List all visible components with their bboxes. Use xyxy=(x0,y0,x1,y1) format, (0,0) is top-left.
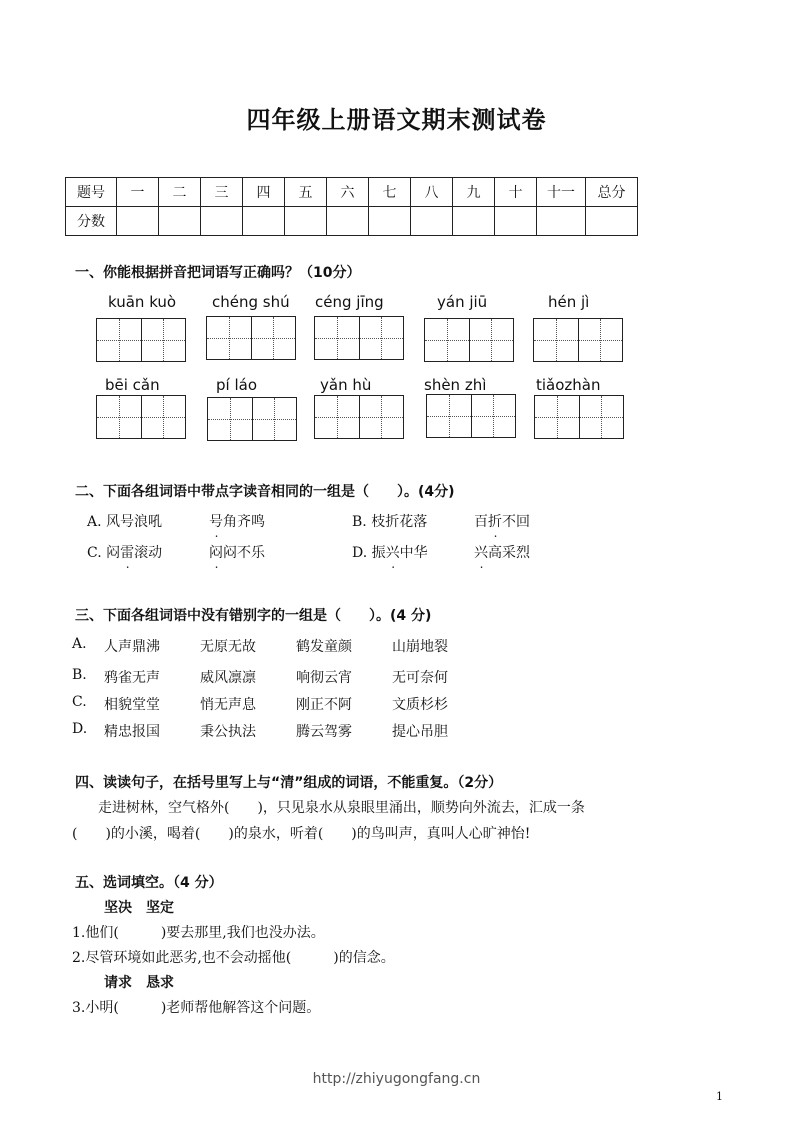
word-part: 角齐鸣 xyxy=(223,514,265,530)
pinyin-label: yǎn hù xyxy=(320,376,372,394)
q3-word: 无原无故 xyxy=(200,639,256,655)
q3-word: 威风凛凛 xyxy=(200,670,256,686)
score-cell: 一 xyxy=(117,178,159,207)
pinyin-label: bēi cǎn xyxy=(105,376,160,394)
option-label: A. xyxy=(87,514,102,530)
writing-grid xyxy=(424,318,514,362)
score-row-label: 分数 xyxy=(66,207,117,236)
pinyin-label: yán jiū xyxy=(437,293,488,311)
q4-sentence-line2: ( )的小溪，喝着( )的泉水，听着( )的鸟叫声，真叫人心旷神怡! xyxy=(72,826,531,842)
q3-option-label: A. xyxy=(72,636,87,652)
score-cell: 四 xyxy=(243,178,285,207)
score-cell: 题号 xyxy=(66,178,117,207)
q5-sentence-3: 3.小明( )老师帮他解答这个问题。 xyxy=(72,1000,321,1016)
word-part: 闷不乐 xyxy=(223,545,265,561)
score-table-score-row xyxy=(66,207,638,236)
score-cell: 五 xyxy=(285,178,327,207)
q2-option-a xyxy=(87,511,162,531)
score-cell: 九 xyxy=(453,178,495,207)
q5-word-choices-1: 坚决 坚定 xyxy=(104,900,174,916)
q2-heading: 二、下面各组词语中带点字读音相同的一组是（ ）。(4分) xyxy=(75,484,455,500)
writing-grid xyxy=(314,395,404,439)
q3-heading: 三、下面各组词语中没有错别字的一组是（ ）。(4 分) xyxy=(75,608,432,624)
score-input-cell xyxy=(243,207,285,236)
q3-word: 精忠报国 xyxy=(104,724,160,740)
score-cell: 七 xyxy=(369,178,411,207)
writing-grid xyxy=(207,397,297,441)
word-part: 滚动 xyxy=(134,545,163,561)
writing-grid xyxy=(206,316,296,360)
q4-sentence-line1: 走进树林，空气格外( )，只见泉水从泉眼里涌出，顺势向外流去，汇成一条 xyxy=(98,800,585,816)
pinyin-label: shèn zhì xyxy=(424,376,487,394)
score-input-cell xyxy=(327,207,369,236)
q2-option-d xyxy=(352,542,428,562)
page-title: 四年级上册语文期末测试卷 xyxy=(246,105,547,134)
score-input-cell xyxy=(369,207,411,236)
q3-word: 鹤发童颜 xyxy=(296,639,352,655)
writing-grid xyxy=(533,318,623,362)
page-number: 1 xyxy=(716,1090,723,1103)
q3-word: 鸦雀无声 xyxy=(104,670,160,686)
word-part: 中华 xyxy=(399,545,428,561)
q3-word: 山崩地裂 xyxy=(392,639,448,655)
score-table-header-row xyxy=(66,178,638,207)
dotted-char: 闷 xyxy=(209,545,223,561)
writing-grid xyxy=(426,394,516,438)
q5-sentence-1: 1.他们( )要去那里,我们也没办法。 xyxy=(72,925,325,941)
score-cell: 六 xyxy=(327,178,369,207)
word-part: 高采烈 xyxy=(488,545,530,561)
option-label: D. xyxy=(352,545,368,561)
q5-word-choices-2: 请求 恳求 xyxy=(104,975,174,991)
writing-grid xyxy=(96,395,186,439)
q2-option-a-word2 xyxy=(209,511,265,531)
option-word: 风号浪吼 xyxy=(106,514,163,530)
q2-option-c-word2 xyxy=(209,542,265,562)
word-part: 不回 xyxy=(502,514,530,530)
score-input-cell xyxy=(411,207,453,236)
score-input-cell xyxy=(495,207,537,236)
option-word: 枝折花落 xyxy=(371,514,428,530)
dotted-char: 号 xyxy=(209,514,223,530)
score-cell: 八 xyxy=(411,178,453,207)
pinyin-label: chéng shú xyxy=(212,293,290,311)
q3-word: 无可奈何 xyxy=(392,670,448,686)
footer-url: http://zhiyugongfang.cn xyxy=(312,1071,481,1087)
q3-word: 腾云驾雾 xyxy=(296,724,352,740)
word-part: 闷 xyxy=(106,545,121,561)
writing-grid xyxy=(534,395,624,439)
pinyin-label: pí láo xyxy=(216,376,257,394)
word-part: 百 xyxy=(474,514,488,530)
q2-option-b xyxy=(352,511,427,531)
q2-option-d-word2 xyxy=(474,542,530,562)
pinyin-label: hén jì xyxy=(548,293,590,311)
q3-option-label: B. xyxy=(72,667,87,683)
writing-grid xyxy=(96,318,186,362)
q1-heading: 一、你能根据拼音把词语写正确吗？（10分） xyxy=(75,265,361,281)
dotted-char: 折 xyxy=(488,514,502,530)
word-part: 振 xyxy=(371,545,386,561)
dotted-char: 兴 xyxy=(385,545,400,561)
score-input-cell xyxy=(453,207,495,236)
option-label: C. xyxy=(87,545,102,561)
q3-option-label: C. xyxy=(72,694,87,710)
q3-word: 文质杉杉 xyxy=(392,697,448,713)
score-input-cell xyxy=(159,207,201,236)
dotted-char: 雷 xyxy=(120,545,135,561)
score-cell: 二 xyxy=(159,178,201,207)
score-table xyxy=(65,177,638,236)
q3-word: 悄无声息 xyxy=(200,697,256,713)
writing-grid xyxy=(314,316,404,360)
q3-word: 提心吊胆 xyxy=(392,724,448,740)
pinyin-label: kuān kuò xyxy=(108,293,177,311)
score-cell: 十一 xyxy=(537,178,586,207)
score-input-cell xyxy=(201,207,243,236)
q3-word: 响彻云宵 xyxy=(296,670,352,686)
q5-heading: 五、选词填空。（4 分） xyxy=(75,875,223,891)
q3-word: 人声鼎沸 xyxy=(104,639,160,655)
q3-word: 刚正不阿 xyxy=(296,697,352,713)
q2-option-c xyxy=(87,542,162,562)
q3-word: 相貌堂堂 xyxy=(104,697,160,713)
option-label: B. xyxy=(352,514,367,530)
score-input-cell xyxy=(537,207,586,236)
q3-word: 秉公执法 xyxy=(200,724,256,740)
q2-option-b-word2 xyxy=(474,511,530,531)
pinyin-label: tiǎozhàn xyxy=(536,376,601,394)
score-cell: 总分 xyxy=(586,178,638,207)
score-cell: 三 xyxy=(201,178,243,207)
score-input-cell xyxy=(586,207,638,236)
score-input-cell xyxy=(285,207,327,236)
pinyin-label: céng jīng xyxy=(315,293,384,311)
q4-heading: 四、读读句子，在括号里写上与“清”组成的词语，不能重复。（2分） xyxy=(75,775,503,791)
q5-sentence-2: 2.尽管环境如此恶劣,也不会动摇他( )的信念。 xyxy=(72,950,395,966)
q3-option-label: D. xyxy=(72,721,88,737)
dotted-char: 兴 xyxy=(474,545,488,561)
score-input-cell xyxy=(117,207,159,236)
score-cell: 十 xyxy=(495,178,537,207)
